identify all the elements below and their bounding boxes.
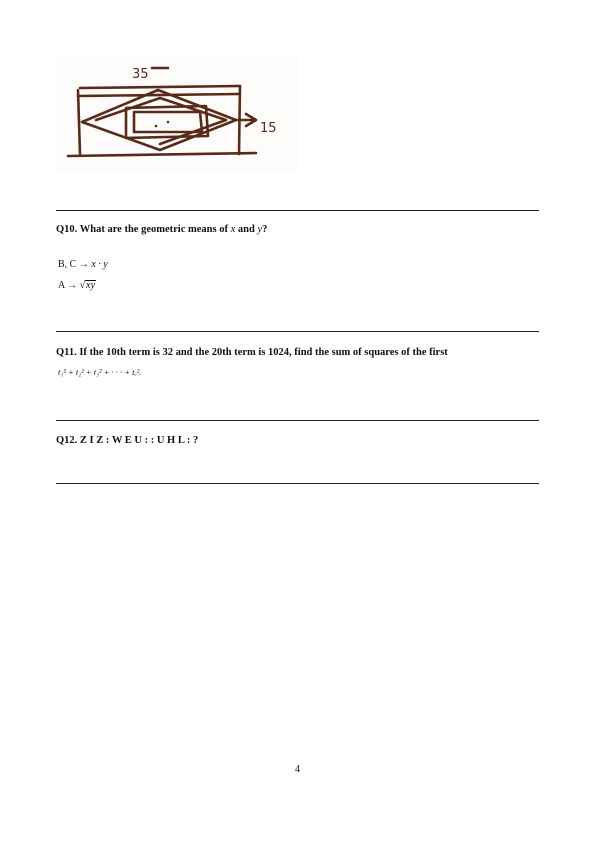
question-10 — [56, 223, 546, 237]
question-12 — [56, 434, 546, 448]
q12-text: Z I Z : W E U : : U H L : ? — [79, 435, 199, 446]
q11-formula: t₁² + t₂² + t₃² + · · · + tₑ². — [58, 367, 142, 377]
q11-text: If the 10th term is 32 and the 20th term is 1024, find the sum of squares of the first — [79, 347, 448, 358]
answer-expr: xy — [86, 280, 96, 291]
question-11 — [56, 346, 546, 360]
q10-qmark: ? — [262, 224, 268, 235]
q12-number: Q12. — [56, 435, 78, 446]
handwritten-sketch-image — [56, 56, 298, 174]
q10-and: and — [237, 224, 255, 235]
sqrt-symbol: √ — [79, 280, 86, 291]
divider-2 — [56, 331, 539, 332]
divider-1 — [56, 210, 539, 211]
divider-4 — [56, 483, 539, 484]
q11-number: Q11. — [56, 347, 77, 358]
answer-label: B, C → — [58, 259, 89, 270]
sketch-label-top: 35 — [132, 67, 149, 82]
q10-answer-bc — [58, 259, 108, 271]
divider-3 — [56, 420, 539, 421]
q10-number: Q10. — [56, 224, 78, 235]
answer-label: A → — [58, 280, 78, 291]
q10-answer-a — [58, 280, 96, 292]
q10-text: What are the geometric means of — [79, 224, 228, 235]
page-number: 4 — [295, 764, 300, 775]
q10-var-x: x — [230, 224, 236, 235]
q10-var-y: y — [257, 224, 263, 235]
answer-expr: x · y — [91, 259, 108, 270]
sketch-label-side: 15 — [260, 121, 277, 136]
